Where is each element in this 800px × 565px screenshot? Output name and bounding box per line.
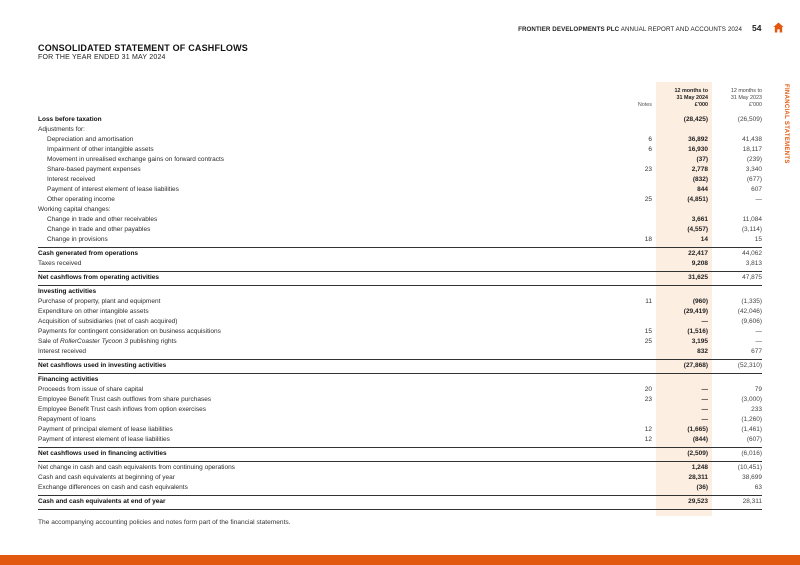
- value-2023: (52,310): [737, 362, 762, 369]
- row-note: 23: [644, 396, 652, 403]
- value-2023: (677): [746, 176, 762, 183]
- value-2023: (1,461): [741, 426, 762, 433]
- table-row: [38, 375, 762, 385]
- value-2023: (3,000): [741, 396, 762, 403]
- cashflow-table: [38, 115, 762, 511]
- row-label: Interest received: [47, 176, 96, 183]
- table-divider: [38, 509, 762, 510]
- table-row: [38, 125, 762, 135]
- row-note: 11: [645, 298, 652, 305]
- table-row: [38, 145, 762, 155]
- table-row: [38, 385, 762, 395]
- table-divider: [38, 271, 762, 272]
- row-label: Change in provisions: [47, 236, 108, 243]
- page-subtitle: FOR THE YEAR ENDED 31 MAY 2024: [38, 54, 166, 61]
- value-2024: —: [701, 406, 708, 413]
- row-label: Adjustments for:: [38, 126, 85, 133]
- table-row: [38, 347, 762, 357]
- table-row: [38, 273, 762, 283]
- row-note: 25: [644, 338, 652, 345]
- table-divider: [38, 447, 762, 448]
- value-2023: 38,699: [742, 474, 762, 481]
- value-2024: 3,661: [691, 216, 708, 223]
- row-label: Acquisition of subsidiaries (net of cash acquired): [38, 318, 178, 325]
- row-note: 12: [644, 426, 652, 433]
- value-2024: 9,208: [691, 260, 708, 267]
- value-2023: 3,813: [745, 260, 762, 267]
- prior-year-column-header: 12 months to 31 May 2023 £'000: [730, 88, 762, 109]
- value-2023: 28,311: [742, 498, 762, 505]
- row-label: Taxes received: [38, 260, 82, 267]
- value-2023: —: [755, 328, 762, 335]
- table-divider: [38, 247, 762, 248]
- value-2024: 14: [700, 236, 708, 243]
- side-tab-financial-statements[interactable]: FINANCIAL STATEMENTS: [783, 84, 789, 164]
- table-row: [38, 497, 762, 507]
- value-2023: (1,260): [741, 416, 762, 423]
- row-label: Exchange differences on cash and cash equivalents: [38, 484, 188, 491]
- row-label: Movement in unrealised exchange gains on forward contracts: [47, 156, 225, 163]
- value-2024: 36,892: [688, 136, 708, 143]
- row-label: Payment of principal element of lease liabilities: [38, 426, 173, 433]
- row-label: Working capital changes:: [38, 206, 111, 213]
- row-label: Impairment of other intangible assets: [47, 146, 154, 153]
- value-2023: (3,114): [741, 226, 762, 233]
- table-row: [38, 337, 762, 347]
- value-2024: 1,248: [691, 464, 708, 471]
- value-2024: (1,665): [687, 426, 708, 433]
- bottom-accent-bar: [0, 555, 800, 565]
- table-row: [38, 135, 762, 145]
- table-row: [38, 205, 762, 215]
- value-2024: —: [701, 416, 708, 423]
- value-2023: (1,335): [741, 298, 762, 305]
- table-row: [38, 435, 762, 445]
- report-name: ANNUAL REPORT AND ACCOUNTS 2024: [620, 26, 742, 33]
- value-2023: 15: [754, 236, 762, 243]
- table-row: [38, 361, 762, 371]
- row-note: 6: [648, 146, 652, 153]
- value-2024: (1,516): [687, 328, 708, 335]
- value-2024: (29,419): [683, 308, 708, 315]
- table-divider: [38, 285, 762, 286]
- value-2024: (27,868): [683, 362, 708, 369]
- row-label: Investing activities: [38, 288, 97, 295]
- value-2023: 79: [754, 386, 762, 393]
- table-divider: [38, 359, 762, 360]
- value-2023: 11,084: [742, 216, 762, 223]
- row-label: Payments for contingent consideration on business acquisitions: [38, 328, 221, 335]
- value-2024: 832: [697, 348, 708, 355]
- table-row: [38, 463, 762, 473]
- value-2023: (6,016): [741, 450, 762, 457]
- row-note: 12: [644, 436, 652, 443]
- value-2023: 41,438: [742, 136, 762, 143]
- table-row: [38, 395, 762, 405]
- table-row: [38, 259, 762, 269]
- row-note: 6: [648, 136, 652, 143]
- table-row: [38, 483, 762, 493]
- row-label: Net change in cash and cash equivalents from continuing operations: [38, 464, 235, 471]
- value-2023: 607: [751, 186, 762, 193]
- table-row: [38, 307, 762, 317]
- row-label: Interest received: [38, 348, 87, 355]
- value-2024: 31,625: [688, 274, 708, 281]
- row-note: 20: [644, 386, 652, 393]
- row-label: Cash generated from operations: [38, 250, 139, 257]
- table-row: [38, 297, 762, 307]
- value-2024: 28,311: [688, 474, 708, 481]
- row-label: Purchase of property, plant and equipment: [38, 298, 161, 305]
- row-label: Net cashflows used in financing activities: [38, 450, 167, 457]
- table-row: [38, 195, 762, 205]
- value-2024: —: [701, 386, 708, 393]
- table-row: [38, 155, 762, 165]
- table-row: [38, 225, 762, 235]
- row-label: Financing activities: [38, 376, 99, 383]
- row-label: Repayment of loans: [38, 416, 96, 423]
- value-2023: 63: [754, 484, 762, 491]
- row-label: Cash and cash equivalents at beginning of year: [38, 474, 175, 481]
- value-2024: —: [701, 318, 708, 325]
- value-2024: 844: [697, 186, 708, 193]
- value-2023: (26,509): [737, 116, 762, 123]
- row-label: Employee Benefit Trust cash outflows from share purchases: [38, 396, 212, 403]
- value-2023: —: [755, 196, 762, 203]
- row-label: Net cashflows from operating activities: [38, 274, 160, 281]
- value-2024: (844): [692, 436, 708, 443]
- value-2024: (960): [692, 298, 708, 305]
- value-2023: (607): [746, 436, 762, 443]
- table-row: [38, 249, 762, 259]
- row-label: Change in trade and other receivables: [47, 216, 158, 223]
- value-2023: 3,340: [745, 166, 762, 173]
- value-2023: 677: [751, 348, 762, 355]
- home-icon[interactable]: [773, 22, 784, 33]
- table-row: [38, 327, 762, 337]
- value-2023: (42,046): [737, 308, 762, 315]
- row-label: Share-based payment expenses: [47, 166, 141, 173]
- table-divider: [38, 461, 762, 462]
- value-2024: 2,778: [691, 166, 708, 173]
- row-label: Employee Benefit Trust cash inflows from option exercises: [38, 406, 206, 413]
- notes-column-header: Notes: [637, 102, 652, 108]
- table-row: [38, 175, 762, 185]
- table-row: [38, 287, 762, 297]
- value-2024: 3,195: [691, 338, 708, 345]
- table-row: [38, 449, 762, 459]
- value-2023: 47,875: [742, 274, 762, 281]
- table-row: [38, 425, 762, 435]
- table-row: [38, 317, 762, 327]
- value-2024: —: [701, 396, 708, 403]
- value-2023: 44,062: [742, 250, 762, 257]
- row-note: 18: [644, 236, 652, 243]
- value-2024: 29,523: [688, 498, 708, 505]
- row-label: Net cashflows used in investing activities: [38, 362, 167, 369]
- row-label: Cash and cash equivalents at end of year: [38, 498, 166, 505]
- row-label: Change in trade and other payables: [47, 226, 151, 233]
- value-2024: (37): [696, 156, 708, 163]
- value-2024: (2,509): [687, 450, 708, 457]
- value-2024: 16,930: [688, 146, 708, 153]
- table-row: [38, 165, 762, 175]
- current-year-column-header: 12 months to 31 May 2024 £'000: [674, 88, 708, 109]
- company-name: FRONTIER DEVELOPMENTS PLC: [518, 26, 620, 33]
- value-2024: 22,417: [688, 250, 708, 257]
- footnote: The accompanying accounting policies and notes form part of the financial statements.: [38, 519, 291, 526]
- page-title: CONSOLIDATED STATEMENT OF CASHFLOWS: [38, 43, 248, 53]
- row-label: Payment of interest element of lease liabilities: [47, 186, 179, 193]
- value-2024: (832): [692, 176, 708, 183]
- table-row: [38, 115, 762, 125]
- table-divider: [38, 495, 762, 496]
- row-label: Depreciation and amortisation: [47, 136, 134, 143]
- value-2024: (4,557): [687, 226, 708, 233]
- row-note: 15: [644, 328, 652, 335]
- row-note: 23: [644, 166, 652, 173]
- table-row: [38, 473, 762, 483]
- row-label: Payment of interest element of lease liabilities: [38, 436, 170, 443]
- value-2023: 18,117: [742, 146, 762, 153]
- value-2024: (28,425): [683, 116, 708, 123]
- value-2023: —: [755, 338, 762, 345]
- row-label: Expenditure on other intangible assets: [38, 308, 149, 315]
- table-row: [38, 215, 762, 225]
- row-note: 25: [644, 196, 652, 203]
- running-header: [518, 26, 742, 33]
- row-label: Proceeds from issue of share capital: [38, 386, 144, 393]
- value-2023: (10,451): [737, 464, 762, 471]
- value-2024: (4,851): [687, 196, 708, 203]
- table-row: [38, 235, 762, 245]
- value-2023: (239): [746, 156, 762, 163]
- value-2024: (36): [696, 484, 708, 491]
- value-2023: 233: [751, 406, 762, 413]
- table-row: [38, 405, 762, 415]
- table-row: [38, 185, 762, 195]
- row-label: Loss before taxation: [38, 116, 102, 123]
- row-label: Other operating income: [47, 196, 115, 203]
- page-number: 54: [752, 23, 762, 33]
- table-divider: [38, 373, 762, 374]
- value-2023: (9,606): [741, 318, 762, 325]
- row-label: Sale of RollerCoaster Tycoon 3 publishing rights: [38, 338, 177, 345]
- table-row: [38, 415, 762, 425]
